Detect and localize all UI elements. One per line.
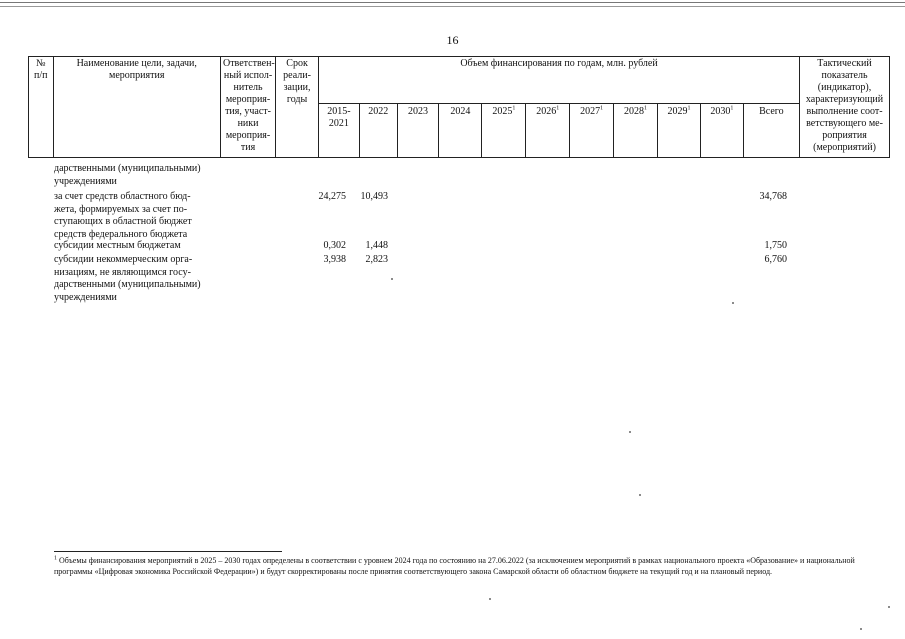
year-footnote-marker: 1 <box>556 105 560 112</box>
scan-speck <box>888 606 890 608</box>
year-label: 2015- 2021 <box>327 106 351 129</box>
year-label: 2023 <box>408 106 429 117</box>
header-year <box>359 104 397 158</box>
value-2022: 2,823 <box>365 254 388 265</box>
value-total: 34,768 <box>759 191 787 202</box>
header-year <box>482 104 526 158</box>
scan-speck <box>860 628 862 630</box>
value-total: 6,760 <box>764 254 787 265</box>
row-name: дарственными (муниципальными) учреждениями <box>54 163 201 187</box>
header-year <box>700 104 743 158</box>
header-year <box>658 104 701 158</box>
year-label: 2030 <box>710 106 731 117</box>
year-label: 2028 <box>624 106 645 117</box>
header-year <box>439 104 482 158</box>
header-indicator: Тактический показатель (индикатор), характеризующий выполнение соот- ветствующего ме- роприятия (мероприятий) <box>800 57 890 158</box>
header-year <box>319 104 360 158</box>
year-label: 2025 <box>492 106 513 117</box>
year-footnote-marker: 1 <box>644 105 648 112</box>
header-term: Срок реали- зации, годы <box>276 57 319 158</box>
header-year <box>526 104 570 158</box>
footnote-marker: 1 <box>54 555 57 562</box>
header-name: Наименование цели, задачи, мероприятия <box>53 57 220 158</box>
scan-speck <box>639 494 641 496</box>
financing-table-header <box>28 56 890 158</box>
scan-speck <box>629 431 631 433</box>
page-number: 16 <box>446 33 459 47</box>
value-2015-2021: 24,275 <box>318 191 346 202</box>
year-footnote-marker: 1 <box>512 105 516 112</box>
header-year <box>614 104 658 158</box>
year-footnote-marker: 1 <box>687 105 691 112</box>
year-label: 2022 <box>368 106 389 117</box>
header-num: № п/п <box>29 57 54 158</box>
row-name: субсидии некоммерческим орга- низациям, не являющимся госу- дарственными (муниципальными) учреждениями <box>54 254 201 303</box>
year-label: 2024 <box>450 106 471 117</box>
value-2022: 10,493 <box>360 191 388 202</box>
year-label: 2026 <box>536 106 557 117</box>
header-responsible: Ответствен- ный испол- нитель мероприя- тия, участ- ники мероприя- тия <box>220 57 275 158</box>
year-label: 2027 <box>580 106 601 117</box>
year-footnote-marker: 1 <box>730 105 734 112</box>
header-year <box>397 104 439 158</box>
value-2015-2021: 0,302 <box>323 240 346 251</box>
scan-top-border <box>0 2 905 3</box>
scan-speck <box>489 598 491 600</box>
footnote-text: Объемы финансирования мероприятий в 2025 – 2030 годах определены в соответствии с уровнем 2024 года по состоянию на 27.06.2022 (за исключением мероприятий в рамках национального проекта «Образование» и национальной программы «Цифровая экономика Российской Федерации») и будут скорректированы после принятия соответствующего закона Самарской области об областном бюджете на текущий год и на плановый период. <box>54 556 855 576</box>
scan-top-border-2 <box>0 6 905 7</box>
footnote <box>54 555 880 577</box>
header-financing: Объем финансирования по годам, млн. рублей <box>319 57 800 104</box>
row-name: за счет средств областного бюд- жета, формируемых за счет по- ступающих в областной бюджет средств федерального бюджета <box>54 191 192 240</box>
value-total: 1,750 <box>764 240 787 251</box>
row-name: субсидии местным бюджетам <box>54 240 181 251</box>
value-2015-2021: 3,938 <box>323 254 346 265</box>
year-label: Всего <box>759 106 784 117</box>
year-label: 2029 <box>667 106 688 117</box>
footnote-divider <box>54 551 282 552</box>
scan-speck <box>391 278 393 280</box>
value-2022: 1,448 <box>365 240 388 251</box>
scan-speck <box>732 302 734 304</box>
header-year <box>743 104 799 158</box>
header-year <box>570 104 614 158</box>
year-footnote-marker: 1 <box>600 105 604 112</box>
